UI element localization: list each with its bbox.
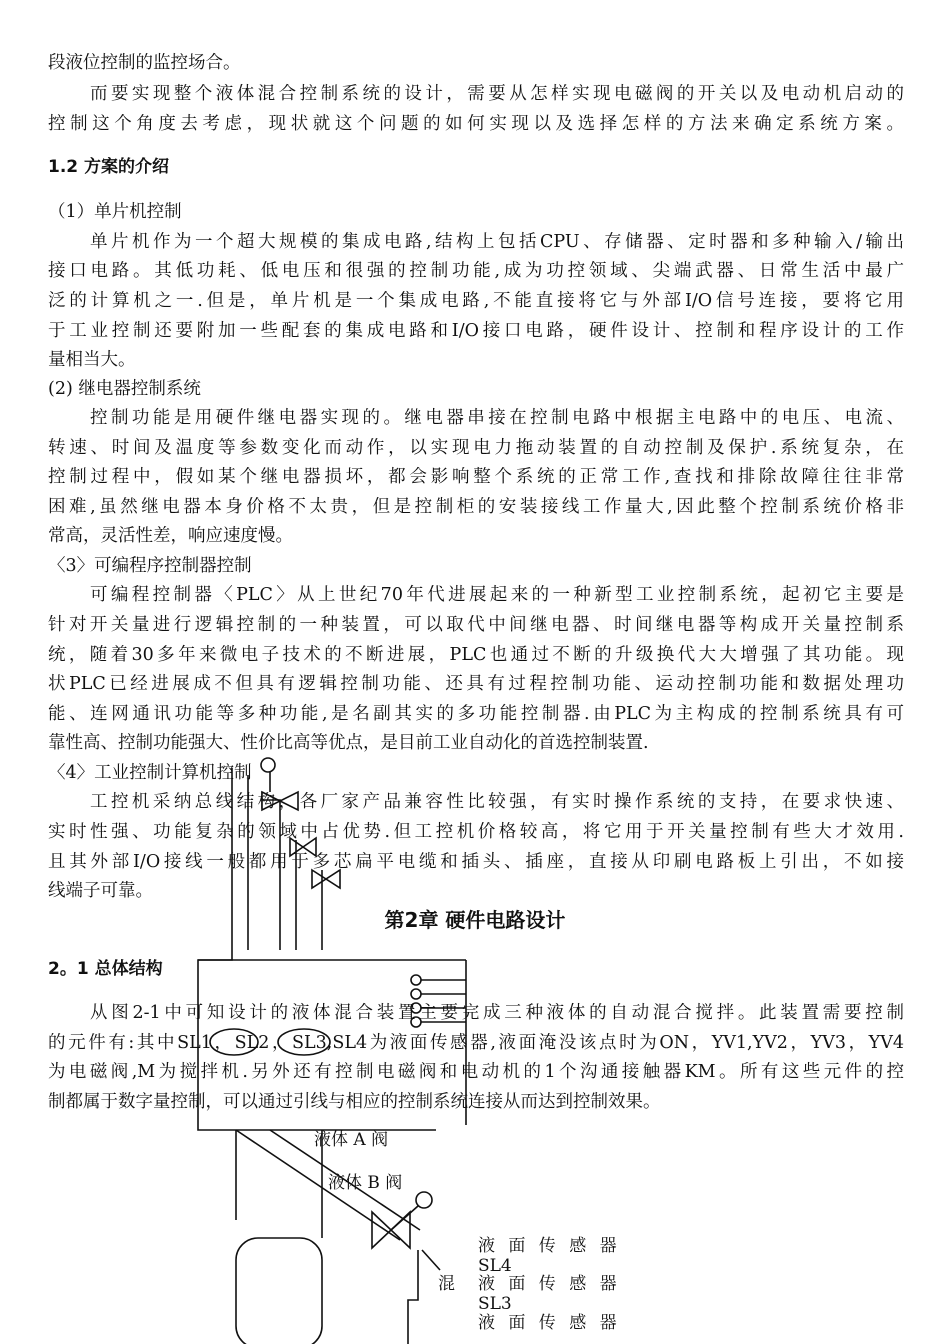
mix-valve-icon xyxy=(372,1212,410,1248)
mix-label: 混 xyxy=(438,1274,455,1294)
text-line: 统，随着30多年来微电子技术的不断进展，PLC也通过不断的升级换代大大增强了其功能。现 xyxy=(48,645,904,665)
text-line: 工控机采纳总线结构，各厂家产品兼容性比较强，有实时操作系统的支持，在要求快速、 xyxy=(90,792,904,812)
subheading: 〈3〉可编程序控制器控制 xyxy=(48,556,252,576)
sensor-label: 液 面 传 感 器 xyxy=(478,1274,621,1294)
text-line: 从图2-1中可知设计的液体混合装置主要完成三种液体的自动混合搅拌。此装置需要控制 xyxy=(90,1003,904,1023)
text-line: 为电磁阀,M为搅拌机.另外还有控制电磁阀和电动机的1个沟通接触器KM。所有这些元件的控 xyxy=(48,1062,904,1082)
text-line: 靠性高、控制功能强大、性价比高等优点，是目前工业自动化的首选控制装置. xyxy=(48,733,649,753)
text-line: 段液位控制的监控场合。 xyxy=(48,53,241,73)
text-line: 且其外部I/O接线一般都用于多芯扁平电缆和插头、插座，直接从印刷电路板上引出，不如接 xyxy=(48,852,904,872)
section-heading: 1.2 方案的介绍 xyxy=(48,157,170,177)
text-line: 常高，灵活性差，响应速度慢。 xyxy=(48,526,293,546)
text-line: 针对开关量进行逻辑控制的一种装置，可以取代中间继电器、时间继电器等构成开关量控制系 xyxy=(48,615,904,635)
sensor-icon xyxy=(411,989,421,999)
text-line: 泛的计算机之一.但是，单片机是一个集成电路,不能直接将它与外部I/O信号连接，要将它用 xyxy=(48,291,904,311)
text-line: 量相当大。 xyxy=(48,350,136,370)
chapter-title: 第2章 硬件电路设计 xyxy=(384,908,566,932)
text-line: 于工业控制还要附加一些配套的集成电路和I/O接口电路，硬件设计、控制和程序设计的工作 xyxy=(48,321,904,341)
text-line: 实时性强、功能复杂的领域中占优势.但工控机价格较高，将它用于开关量控制有些大才效用. xyxy=(48,822,904,842)
text-line: 的元件有:其中SL1，SL2，SL3,SL4为液面传感器,液面淹没该点时为ON，YV1,YV2，YV3，YV4 xyxy=(48,1033,904,1053)
sensor-id: SL3 xyxy=(478,1294,512,1314)
text-line: 能、连网通讯功能等多种功能,是名副其实的多功能控制器.由PLC为主构成的控制系统具有可 xyxy=(48,704,904,724)
outlet-pipe xyxy=(408,1250,418,1344)
mix-valve-actuator-icon xyxy=(416,1192,432,1208)
sensor-label: 液 面 传 感 器 xyxy=(478,1313,621,1333)
text-line: 制都属于数字量控制，可以通过引线与相应的控制系统连接从而达到控制效果。 xyxy=(48,1092,661,1112)
text-line: 可编程控制器〈PLC〉从上世纪70年代进展起来的一种新型工业控制系统，起初它主要是 xyxy=(90,585,904,605)
section-heading: 2。1 总体结构 xyxy=(48,959,163,979)
text-line: 而要实现整个液体混合控制系统的设计，需要从怎样实现电磁阀的开关以及电动机启动的 xyxy=(90,84,904,104)
subheading: 〈4〉工业控制计算机控制 xyxy=(48,763,252,783)
text-line: 线端子可靠。 xyxy=(48,881,153,901)
sensor-id: SL4 xyxy=(478,1256,512,1276)
text-line: 困难,虽然继电器本身价格不太贵，但是控制柜的安装接线工作量大,因此整个控制系统价格非 xyxy=(48,497,904,517)
text-line: 单片机作为一个超大规模的集成电路,结构上包括CPU、存储器、定时器和多种输入/输出 xyxy=(90,232,904,252)
text-line: 控制这个角度去考虑，现状就这个问题的如何实现以及选择怎样的方法来确定系统方案。 xyxy=(48,114,904,134)
subheading: （1）单片机控制 xyxy=(48,202,182,222)
valve-b-label: 液体 B 阀 xyxy=(328,1173,403,1193)
sensor-label: 液 面 传 感 器 xyxy=(478,1236,621,1256)
text-line: 转速、时间及温度等参数变化而动作，以实现电力拖动装置的自动控制及保护.系统复杂，在 xyxy=(48,438,904,458)
mixer-tank xyxy=(236,1238,322,1344)
text-line: 控制功能是用硬件继电器实现的。继电器串接在控制电路中根据主电路中的电压、电流、 xyxy=(90,408,904,428)
valve-a-label: 液体 A 阀 xyxy=(314,1130,389,1150)
text-line: 控制过程中，假如某个继电器损坏，都会影响整个系统的正常工作,查找和排除故障往往非常 xyxy=(48,467,904,487)
subheading: (2) 继电器控制系统 xyxy=(48,379,201,399)
text-line: 接口电路。其低功耗、低电压和很强的控制功能,成为功控领域、尖端武器、日常生活中最广 xyxy=(48,261,904,281)
text-line: 状PLC已经进展成不但具有逻辑控制功能、还具有过程控制功能、运动控制功能和数据处理功 xyxy=(48,674,904,694)
